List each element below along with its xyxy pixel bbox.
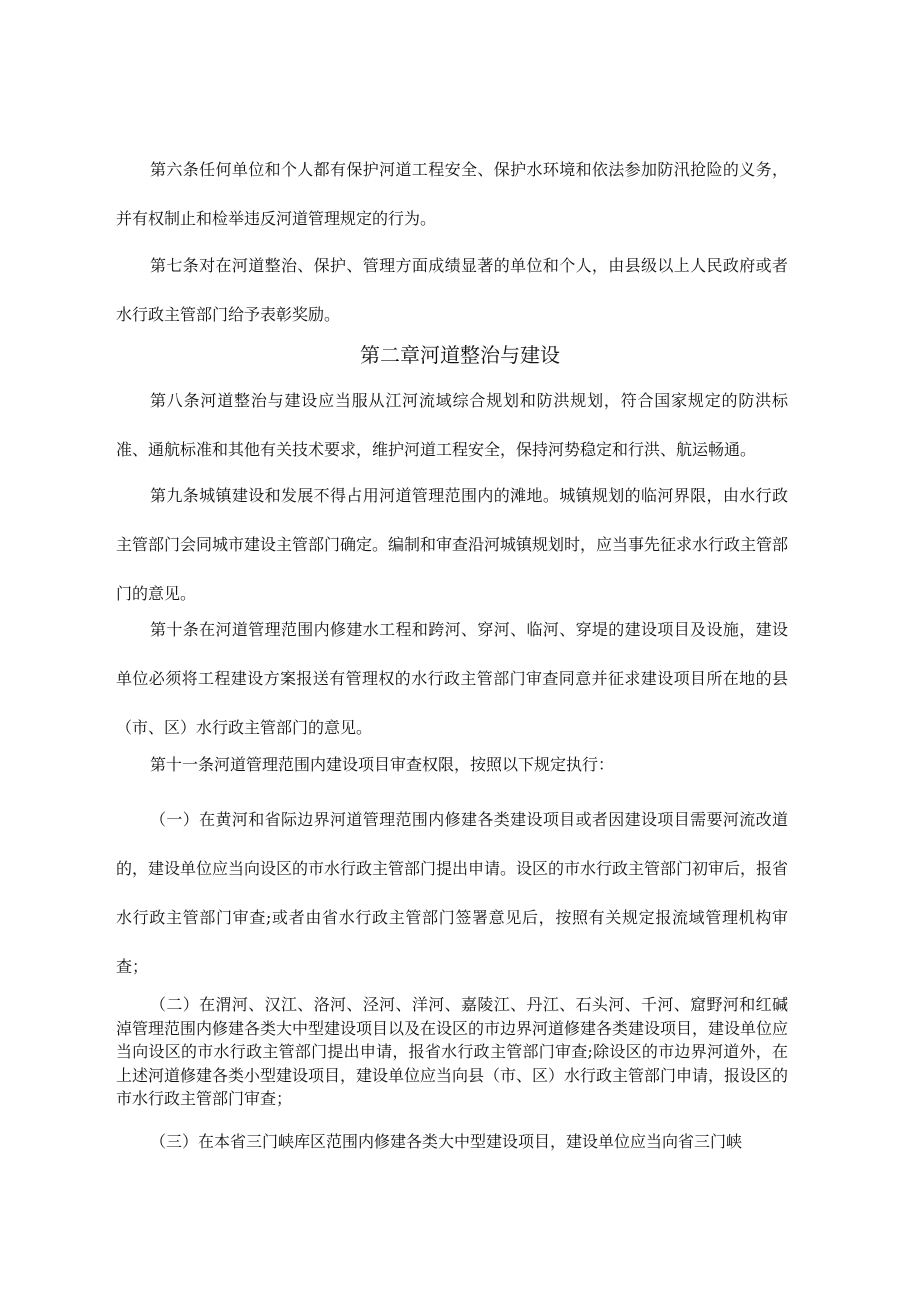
article-11-item-3: （三）在本省三门峡库区范围内修建各类大中型建设项目，建设单位应当向省三门峡 bbox=[150, 1132, 743, 1151]
article-10-paragraph: 第十条在河道管理范围内修建水工程和跨河、穿河、临河、穿堤的建设项目及设施，建设单位必须将工程建设方案报送有管理权的水行政主管部门审查同意并征求建设项目所在地的县（市、区）水行政主管部门的意见。 bbox=[116, 620, 788, 737]
article-11-paragraph: 第十一条河道管理范围内建设项目审查权限，按照以下规定执行： bbox=[150, 755, 615, 774]
chapter-2-heading: 第二章河道整治与建设 bbox=[360, 343, 560, 367]
article-6-paragraph: 第六条任何单位和个人都有保护河道工程安全、保护水环境和依法参加防汛抢险的义务，并有权制止和检举违反河道管理规定的行为。 bbox=[116, 160, 788, 228]
article-11-item-2: （二）在渭河、汉江、洛河、泾河、洋河、嘉陵江、丹江、石头河、千河、窟野河和红碱淖管理范围内修建各类大中型建设项目以及在设区的市边界河道修建各类建设项目，建设单位应当向设区的市水行政主管部门提出申请，报省水行政主管部门审查;除设区的市边界河道外，在上述河道修建各类小型建设项目，建设单位应当向县（市、区）水行政主管部门申请，报设区的市水行政主管部门审查； bbox=[116, 995, 789, 1108]
article-8-paragraph: 第八条河道整治与建设应当服从江河流域综合规划和防洪规划，符合国家规定的防洪标准、通航标准和其他有关技术要求，维护河道工程安全，保持河势稳定和行洪、航运畅通。 bbox=[116, 391, 788, 459]
article-7-paragraph: 第七条对在河道整治、保护、管理方面成绩显著的单位和个人，由县级以上人民政府或者水行政主管部门给予表彰奖励。 bbox=[116, 256, 788, 324]
article-11-item-1: （一）在黄河和省际边界河道管理范围内修建各类建设项目或者因建设项目需要河流改道的，建设单位应当向设区的市水行政主管部门提出申请。设区的市水行政主管部门初审后，报省水行政主管部门审查;或者由省水行政主管部门签署意见后，按照有关规定报流域管理机构审查； bbox=[116, 810, 789, 976]
article-9-paragraph: 第九条城镇建设和发展不得占用河道管理范围内的滩地。城镇规划的临河界限，由水行政主管部门会同城市建设主管部门确定。编制和审查沿河城镇规划时，应当事先征求水行政主管部门的意见。 bbox=[116, 486, 789, 603]
